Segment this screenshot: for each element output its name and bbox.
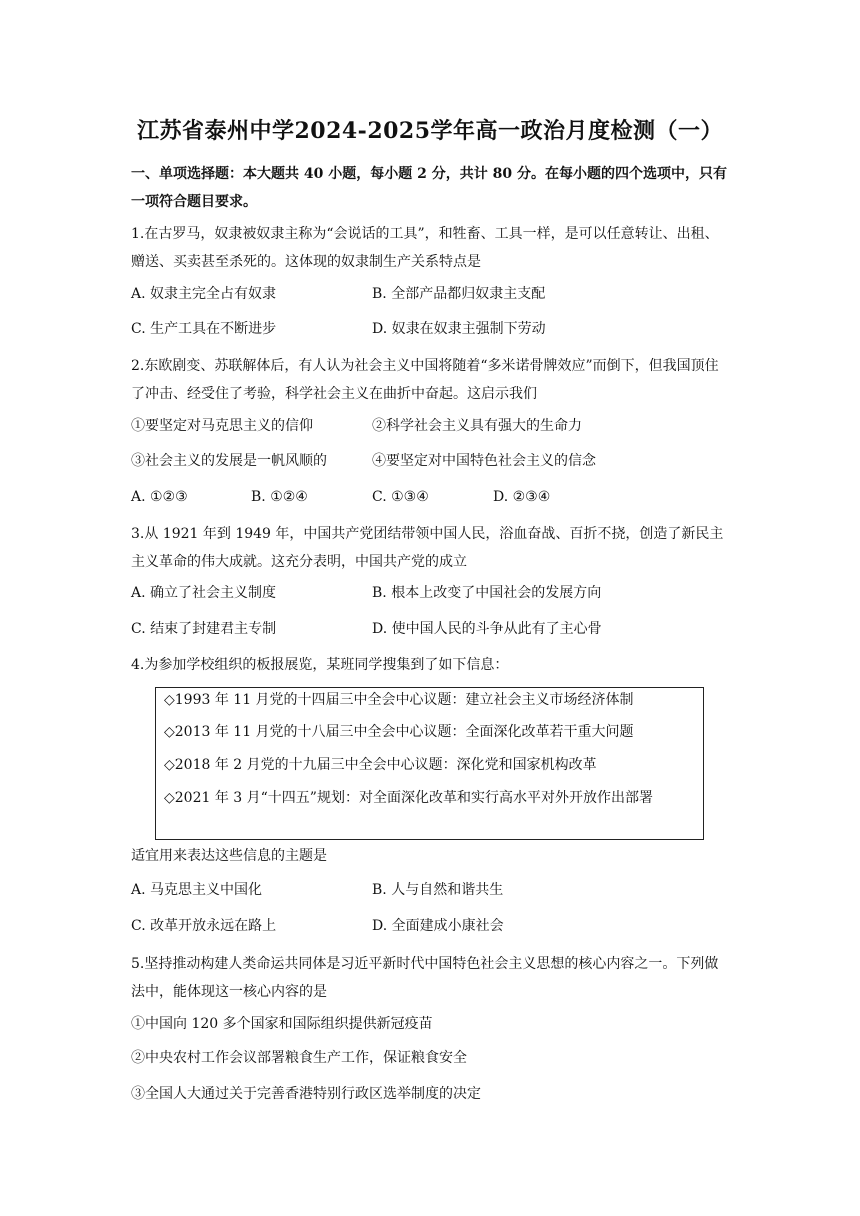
q4-option-a: A. 马克思主义中国化 (131, 882, 263, 898)
q2-statement-3: ③社会主义的发展是一帆风顺的 (131, 453, 327, 469)
q2-statement-2: ②科学社会主义具有强大的生命力 (372, 418, 582, 434)
q5-statement-1: ①中国向 120 多个国家和国际组织提供新冠疫苗 (131, 1016, 433, 1032)
q2-statement-4: ④要坚定对中国特色社会主义的信念 (372, 453, 596, 469)
q4-info-box (155, 687, 704, 840)
q4-info-item: ◇2018 年 2 月党的十九届三中全会中心议题：深化党和国家机构改革 (164, 757, 597, 773)
q4-info-item: ◇2021 年 3 月“十四五”规划：对全面深化改革和实行高水平对外开放作出部署 (164, 790, 653, 806)
q4-option-b: B. 人与自然和谐共生 (372, 882, 504, 898)
q1-stem: 1.在古罗马，奴隶被奴隶主称为“会说话的工具”，和牲畜、工具一样，是可以任意转让、出租、赠送、买卖甚至杀死的。这体现的奴隶制生产关系特点是 (131, 226, 719, 270)
q4-option-c: C. 改革开放永远在路上 (131, 918, 277, 934)
q2-option-a: A. ①②③ (131, 489, 188, 505)
q2-statement-1: ①要坚定对马克思主义的信仰 (131, 418, 313, 434)
section-heading: 一、单项选择题：本大题共 40 小题，每小题 2 分，共计 80 分。在每小题的四个选项中，只有一项符合题目要求。 (131, 166, 727, 210)
q3-option-a: A. 确立了社会主义制度 (131, 585, 277, 601)
q1-option-a: A. 奴隶主完全占有奴隶 (131, 286, 277, 302)
q4-info-item: ◇1993 年 11 月党的十四届三中全会中心议题：建立社会主义市场经济体制 (164, 692, 634, 708)
q2-option-d: D. ②③④ (493, 489, 551, 505)
q2-option-b: B. ①②④ (251, 489, 308, 505)
exam-title: 江苏省泰州中学2024-2025学年高一政治月度检测（一） (136, 118, 724, 144)
q5-statement-2: ②中央农村工作会议部署粮食生产工作，保证粮食安全 (131, 1050, 467, 1066)
q4-question: 适宜用来表达这些信息的主题是 (131, 848, 327, 864)
q3-option-b: B. 根本上改变了中国社会的发展方向 (372, 585, 602, 601)
q4-info-item: ◇2013 年 11 月党的十八届三中全会中心议题：全面深化改革若干重大问题 (164, 724, 634, 740)
q2-stem: 2.东欧剧变、苏联解体后，有人认为社会主义中国将随着“多米诺骨牌效应”而倒下，但我国顶住了冲击、经受住了考验，科学社会主义在曲折中奋起。这启示我们 (131, 358, 719, 402)
q2-option-c: C. ①③④ (372, 489, 429, 505)
q5-stem: 5.坚持推动构建人类命运共同体是习近平新时代中国特色社会主义思想的核心内容之一。下列做法中，能体现这一核心内容的是 (131, 956, 719, 1000)
q5-statement-3: ③全国人大通过关于完善香港特别行政区选举制度的决定 (131, 1086, 481, 1102)
q4-option-d: D. 全面建成小康社会 (372, 918, 504, 934)
q1-option-d: D. 奴隶在奴隶主强制下劳动 (372, 321, 546, 337)
q3-option-c: C. 结束了封建君主专制 (131, 621, 277, 637)
q1-option-b: B. 全部产品都归奴隶主支配 (372, 286, 546, 302)
q4-stem: 4.为参加学校组织的板报展览，某班同学搜集到了如下信息： (131, 657, 509, 673)
q3-stem: 3.从 1921 年到 1949 年，中国共产党团结带领中国人民，浴血奋战、百折不挠，创造了新民主主义革命的伟大成就。这充分表明，中国共产党的成立 (131, 526, 724, 570)
q1-option-c: C. 生产工具在不断进步 (131, 321, 277, 337)
q3-option-d: D. 使中国人民的斗争从此有了主心骨 (372, 621, 602, 637)
